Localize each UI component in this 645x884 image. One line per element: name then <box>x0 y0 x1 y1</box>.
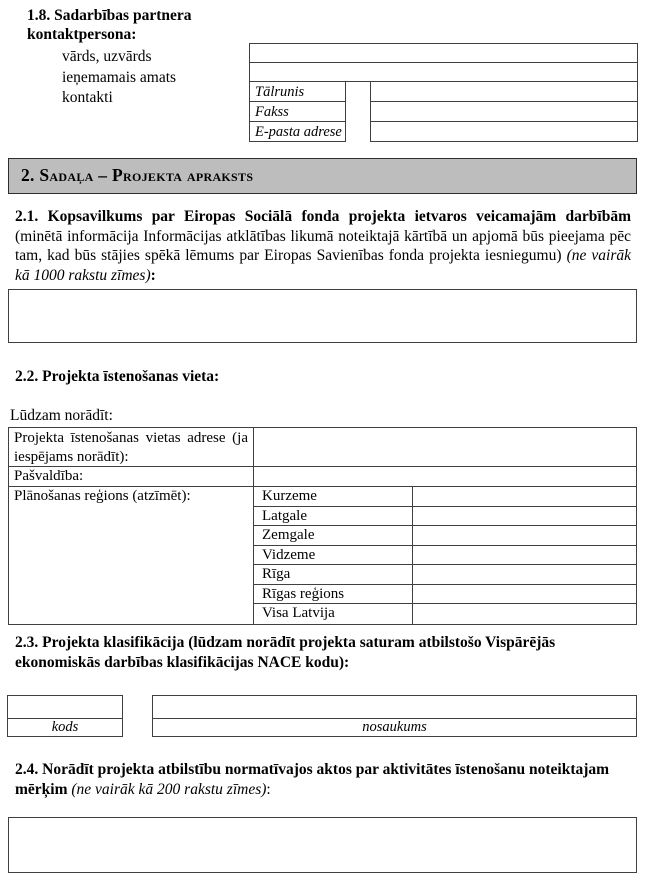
region-checkbox-cell[interactable] <box>413 585 636 604</box>
fax-input[interactable] <box>370 101 638 122</box>
section-2-3-heading: 2.3. Projekta klasifikācija (lūdzam norādīt projekta saturam atbilstošo Vispārējās ekonomiskās darbības klasifikācijas NACE kodu): <box>15 634 556 671</box>
region-row-group <box>9 487 636 624</box>
region-row <box>254 507 636 527</box>
contact-person-table <box>249 43 638 142</box>
region-row <box>254 526 636 546</box>
municipality-input[interactable] <box>254 467 636 486</box>
region-checkbox-cell[interactable] <box>413 487 636 506</box>
email-label: E-pasta adrese <box>249 121 346 142</box>
partner-position-input[interactable] <box>249 62 638 82</box>
region-name: Visa Latvija <box>254 604 413 624</box>
section-2-4-heading-colon: : <box>266 780 271 798</box>
section-2-1-heading-colon: : <box>150 266 156 284</box>
section-2-1-heading-bold: 2.1. Kopsavilkums par Eiropas Sociālā fonda projekta ietvaros veicamajām darbībām <box>15 208 631 225</box>
table-gap <box>346 121 370 142</box>
phone-input[interactable] <box>370 81 638 102</box>
region-checkbox-cell[interactable] <box>413 526 636 545</box>
nace-name-label: nosaukums <box>152 718 637 737</box>
address-input[interactable] <box>254 428 636 466</box>
region-list <box>254 487 636 624</box>
section-2-4-heading <box>15 760 631 799</box>
email-row <box>249 121 638 142</box>
region-name: Rīgas reģions <box>254 585 413 604</box>
fax-label: Fakss <box>249 101 346 122</box>
region-checkbox-cell[interactable] <box>413 604 636 624</box>
section-2-1-heading-note: (ne vairāk kā 1000 rakstu zīmes) <box>15 247 632 284</box>
phone-row <box>249 81 638 102</box>
region-row <box>254 546 636 566</box>
email-input[interactable] <box>370 121 638 142</box>
region-checkbox-cell[interactable] <box>413 565 636 584</box>
region-name: Zemgale <box>254 526 413 545</box>
region-checkbox-cell[interactable] <box>413 507 636 526</box>
region-label: Plānošanas reģions (atzīmēt): <box>9 487 254 624</box>
region-checkbox-cell[interactable] <box>413 546 636 565</box>
municipality-row <box>9 467 636 487</box>
region-name: Kurzeme <box>254 487 413 506</box>
section-2-1-heading <box>15 207 631 285</box>
phone-label: Tālrunis <box>249 81 346 102</box>
region-row <box>254 487 636 507</box>
section-2-title: 2. Sadaļa – Projekta apraksts <box>21 165 254 185</box>
fax-row <box>249 101 638 122</box>
region-row <box>254 565 636 585</box>
nace-name-input[interactable] <box>152 695 637 719</box>
nace-code-input[interactable] <box>7 695 123 719</box>
nace-name-box <box>152 695 637 737</box>
region-row <box>254 604 636 624</box>
section-2-4-heading-bold: 2.4. Norādīt projekta atbilstību normatīvajos aktos par aktivitātes īstenošanu noteiktajam mērķim <box>15 761 610 798</box>
address-label: Projekta īstenošanas vietas adrese (ja iespējams norādīt): <box>9 428 254 466</box>
region-row <box>254 585 636 605</box>
section-2-2-heading: 2.2. Projekta īstenošanas vieta: <box>15 368 220 385</box>
summary-input[interactable] <box>8 289 637 343</box>
partner-name-input[interactable] <box>249 43 638 63</box>
section-1-8 <box>27 6 245 109</box>
section-2-2-intro: Lūdzam norādīt: <box>10 407 113 424</box>
region-name: Latgale <box>254 507 413 526</box>
municipality-label: Pašvaldība: <box>9 467 254 486</box>
field-label-name-surname: vārds, uzvārds <box>62 48 152 65</box>
section-2-1-heading-regular: (minētā informācija Informācijas atklātības likumā noteiktajā kārtībā un apjomā būs pieejama pēc tam, kad būs stājies spēkā lēmums par Eiropas Savienības fonda projekta iesniegumu) <box>15 227 631 264</box>
nace-code-label: kods <box>7 718 123 737</box>
table-gap <box>346 101 370 122</box>
address-row <box>9 428 636 467</box>
field-label-position: ieņemamais amats <box>62 68 177 86</box>
region-name: Vidzeme <box>254 546 413 565</box>
nace-code-box <box>7 695 123 737</box>
compliance-input[interactable] <box>8 817 637 873</box>
section-2-4-heading-note: (ne vairāk kā 200 rakstu zīmes) <box>71 780 267 798</box>
table-gap <box>346 81 370 102</box>
section-2-header-bar <box>8 158 637 194</box>
field-label-contacts: kontakti <box>62 89 113 106</box>
project-location-table <box>8 427 637 625</box>
section-1-8-heading: 1.8. Sadarbības partnera kontaktpersona: <box>27 7 192 43</box>
region-name: Rīga <box>254 565 413 584</box>
section-1-8-field-labels <box>62 47 245 109</box>
